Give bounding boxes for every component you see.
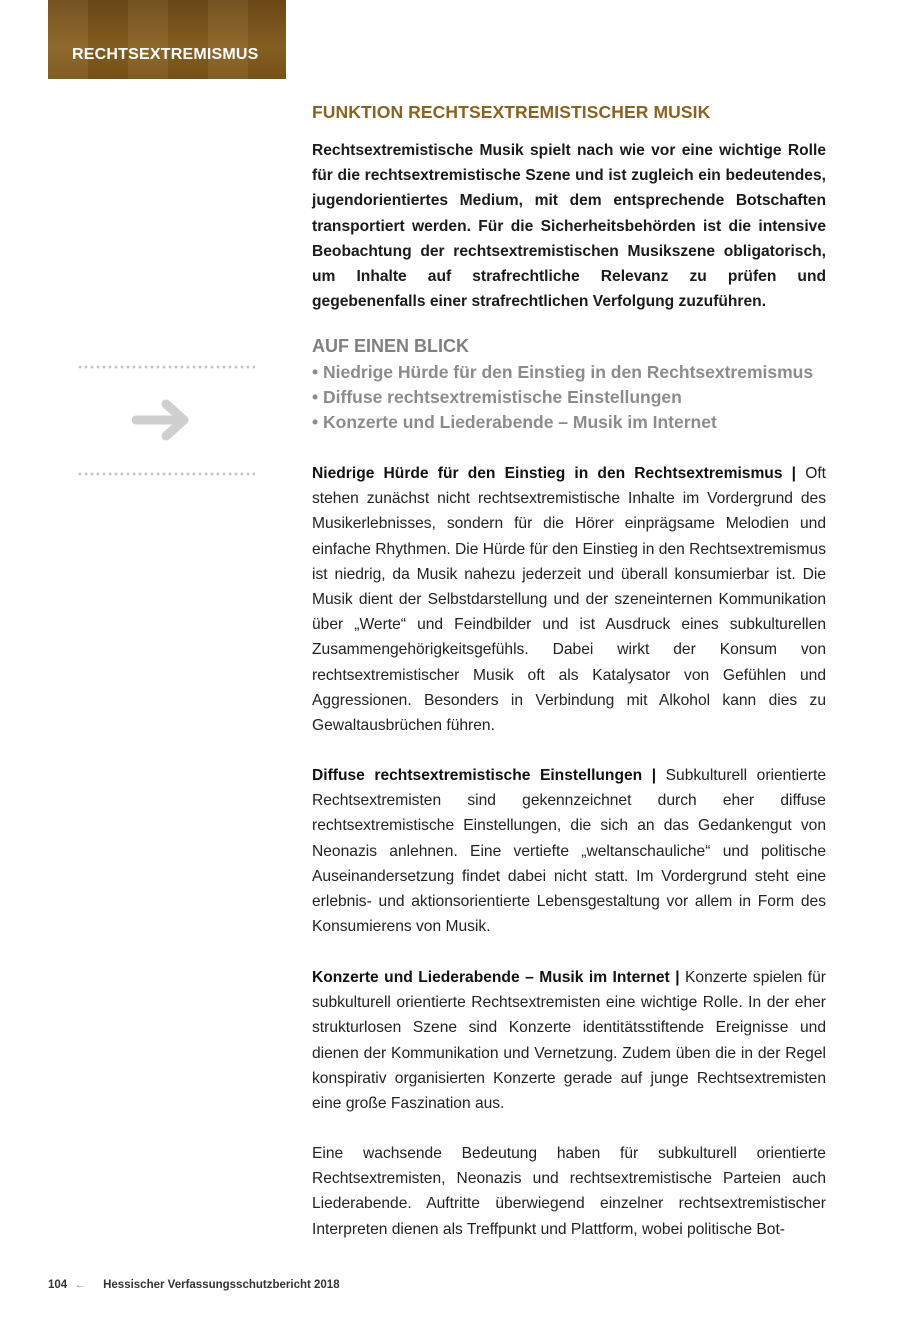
section-label: RECHTSEXTREMISMUS	[72, 46, 259, 63]
lead-paragraph: Rechtsextremistische Musik spielt nach wie vor eine wichtige Rolle für die rechtsextremistische Szene und ist zugleich ein bedeutendes, jugendorientiertes Medium, mit dem entsprechende Botschaften transportiert werden. Für die Sicherheitsbehörden ist die intensive Beobachtung der rechtsextremistischen Musikszene obligatorisch, um Inhalte auf strafrechtliche Relevanz zu prüfen und gegebenenfalls einer strafrechtlichen Verfolgung zuzuführen.	[312, 142, 826, 311]
list-item: • Diffuse rechtsextremistische Einstellungen	[312, 387, 682, 407]
body-paragraph-1	[312, 461, 826, 738]
body-paragraph-4	[312, 1141, 826, 1242]
body-paragraph-2	[312, 763, 826, 939]
publication-title: Hessischer Verfassungsschutzbericht 2018	[103, 1279, 340, 1291]
page-number: 104	[48, 1279, 68, 1291]
paragraph-lead-in: Niedrige Hürde für den Einstieg in den Rechtsextremismus |	[312, 465, 797, 482]
list-item: • Niedrige Hürde für den Einstieg in den Rechtsextremismus	[312, 362, 814, 382]
page-footer	[48, 1279, 340, 1291]
paragraph-text: Eine wachsende Bedeutung haben für subkulturell orientierte Rechtsextremisten, Neonazis und rechtsextremistische Parteien auch Liederabende. Auftritte überwiegend einzelner rechtsextremistischer Interpreten dienen als Treffpunkt und Plattform, wobei politische Bot-	[312, 1145, 826, 1238]
at-a-glance-list	[312, 360, 813, 435]
section-header-tab	[48, 0, 286, 79]
paragraph-lead-in: Konzerte und Liederabende – Musik im Internet |	[312, 969, 680, 986]
paragraph-text: Subkulturell orientierte Rechtsextremisten sind gekennzeichnet durch eher diffuse rechtsextremistische Einstellungen, die sich an das Gedankengut von Neonazis anlehnen. Eine vertiefte „weltanschauliche“ und politische Auseinandersetzung findet dabei nicht statt. Im Vordergrund steht eine erlebnis- und aktionsorientierte Lebensgestaltung vor allem in Form des Konsumierens von Musik.	[312, 767, 826, 936]
body-paragraph-3	[312, 965, 826, 1116]
dotted-divider-top	[77, 365, 255, 369]
paragraph-lead-in: Diffuse rechtsextremistische Einstellungen |	[312, 767, 657, 784]
list-item: • Konzerte und Liederabende – Musik im Internet	[312, 412, 717, 432]
paragraph-text: Konzerte spielen für subkulturell orientierte Rechtsextremisten eine wichtige Rolle. In der eher strukturlosen Szene sind Konzerte identitätsstiftende Ereignisse und dienen der Kommunikation und Vernetzung. Zudem üben die in der Regel konspirativ organisierten Konzerte gerade auf junge Rechtsextremisten eine große Faszination aus.	[312, 969, 826, 1113]
back-arrow-icon[interactable]: ←	[74, 1279, 86, 1291]
at-a-glance-title: AUF EINEN BLICK	[312, 336, 469, 356]
paragraph-text: Oft stehen zunächst nicht rechtsextremistische Inhalte im Vordergrund des Musikerlebnisses, sondern für die Hörer einprägsame Melodien und einfache Rhythmen. Die Hürde für den Einstieg in den Rechtsextremismus ist niedrig, da Musik nahezu jederzeit und überall konsumierbar ist. Die Musik dient der Selbstdarstellung und der szeneinternen Kommunikation über „Werte“ und Feindbilder und ist Ausdruck eines subkulturellen Zusammengehörigkeitsgefühls. Dabei wirkt der Konsum von rechtsextremistischer Musik oft als Katalysator von Gefühlen und Aggressionen. Besonders in Verbindung mit Alkohol kann dies zu Gewaltausbrüchen führen.	[312, 465, 826, 735]
dotted-divider-bottom	[77, 472, 255, 476]
section-title: FUNKTION RECHTSEXTREMISTISCHER MUSIK	[312, 102, 711, 122]
arrow-right-icon	[132, 396, 196, 444]
